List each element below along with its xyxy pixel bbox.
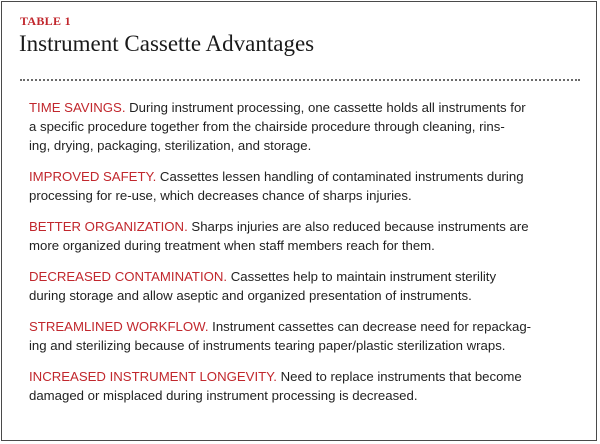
advantage-item-improved-safety bbox=[29, 167, 581, 205]
advantage-heading: DECREASED CONTAMINATION. bbox=[29, 269, 228, 284]
advantage-line: ing and sterilizing because of instruments tearing paper/plastic sterilization wraps. bbox=[29, 338, 506, 353]
advantage-heading: INCREASED INSTRUMENT LONGEVITY. bbox=[29, 369, 277, 384]
advantage-heading: STREAMLINED WORKFLOW. bbox=[29, 319, 209, 334]
advantage-line bbox=[29, 217, 581, 236]
advantage-line: a specific procedure together from the chairside procedure through cleaning, rins- bbox=[29, 119, 505, 134]
advantages-list bbox=[29, 98, 581, 417]
advantage-heading: TIME SAVINGS. bbox=[29, 100, 126, 115]
advantage-item-decreased-contamination bbox=[29, 267, 581, 305]
advantage-item-streamlined-workflow bbox=[29, 317, 581, 355]
advantage-line bbox=[29, 367, 581, 386]
advantage-heading: IMPROVED SAFETY. bbox=[29, 169, 157, 184]
advantage-line: during storage and allow aseptic and organized presentation of instruments. bbox=[29, 288, 472, 303]
advantage-line: ing, drying, packaging, sterilization, and storage. bbox=[29, 138, 312, 153]
advantage-line: more organized during treatment when staff members reach for them. bbox=[29, 238, 435, 253]
advantage-text: Cassettes lessen handling of contaminated instruments during bbox=[156, 169, 524, 184]
advantage-line bbox=[29, 167, 581, 186]
advantage-item-better-organization bbox=[29, 217, 581, 255]
advantage-line: damaged or misplaced during instrument processing is decreased. bbox=[29, 388, 418, 403]
advantage-line: processing for re-use, which decreases chance of sharps injuries. bbox=[29, 188, 412, 203]
advantage-text: During instrument processing, one cassette holds all instruments for bbox=[125, 100, 526, 115]
advantage-item-time-savings bbox=[29, 98, 581, 155]
advantage-item-increased-instrument-longevity bbox=[29, 367, 581, 405]
advantage-line bbox=[29, 98, 581, 117]
advantage-text: Instrument cassettes can decrease need for repackag- bbox=[208, 319, 532, 334]
advantage-line bbox=[29, 317, 581, 336]
advantage-heading: BETTER ORGANIZATION. bbox=[29, 219, 188, 234]
table-frame bbox=[1, 1, 597, 441]
advantage-text: Need to replace instruments that become bbox=[276, 369, 522, 384]
dotted-divider bbox=[20, 79, 580, 81]
table-title: Instrument Cassette Advantages bbox=[19, 31, 315, 56]
table-label: TABLE 1 bbox=[20, 14, 71, 28]
advantage-text: Cassettes help to maintain instrument sterility bbox=[227, 269, 497, 284]
advantage-text: Sharps injuries are also reduced because instruments are bbox=[187, 219, 529, 234]
advantage-line bbox=[29, 267, 581, 286]
